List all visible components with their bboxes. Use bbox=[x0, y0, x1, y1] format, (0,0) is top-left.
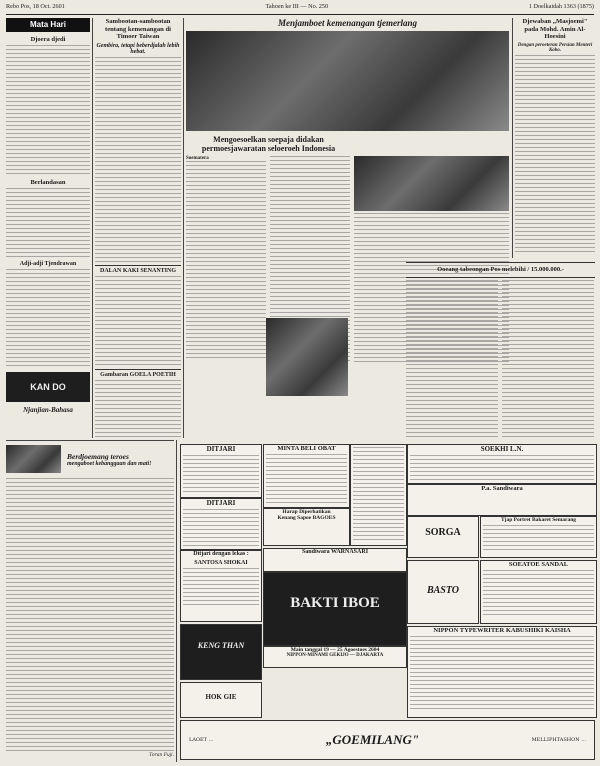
ad-warnasari bbox=[263, 548, 407, 572]
ad-text bbox=[410, 636, 594, 712]
njanjian-logo: Njanjian-Bahasa bbox=[23, 406, 73, 414]
masthead-issue: Tahoen ke III — No. 250 bbox=[265, 3, 329, 10]
article-title: Sambootan-sambootan tentang kemenangan di Timoer Taiwan bbox=[105, 18, 171, 40]
divider bbox=[176, 440, 177, 762]
ad-minta-beli-obat bbox=[263, 444, 350, 508]
column-mata-hari bbox=[6, 18, 90, 438]
ad-title: NIPPON TYPEWRITER KABUSHIKI KAISHA bbox=[433, 627, 571, 634]
article-text bbox=[95, 380, 181, 439]
article-text bbox=[502, 280, 594, 440]
divider bbox=[6, 440, 174, 441]
ad-harap bbox=[263, 508, 350, 546]
field-photo bbox=[266, 318, 348, 396]
ad-sandal bbox=[480, 560, 597, 624]
article-text bbox=[406, 280, 498, 440]
ad-text bbox=[483, 525, 594, 551]
parade-photo bbox=[186, 31, 509, 131]
ad-right: MELLIPHTASHON ... bbox=[531, 737, 586, 743]
tabungan-banner bbox=[406, 262, 595, 278]
ad-venue: NIPPON-MINAMI GEKIJO — DJAKARTA bbox=[286, 653, 384, 658]
masthead bbox=[6, 3, 594, 15]
portrait-photo bbox=[6, 445, 61, 473]
ad-title: KENG THAN bbox=[197, 641, 245, 650]
article-title: Djewaban „Masjoemi" pada Mohd. Amin Al-Hoesini bbox=[522, 18, 588, 40]
ad-soekhi bbox=[407, 444, 597, 484]
ad-text bbox=[183, 568, 259, 608]
subhead: Djoera djedi bbox=[30, 36, 66, 43]
ad-title: SOEATOE SANDAL bbox=[508, 561, 569, 568]
ad-keng-than bbox=[180, 624, 262, 680]
ad-left: LAOET ... bbox=[189, 737, 214, 743]
divider bbox=[512, 18, 513, 258]
ad-title: SOEKHI L.N. bbox=[480, 445, 524, 453]
ad-nippon-typewriter bbox=[407, 626, 597, 718]
tabungan-title: Ooeang tabeongan Pos melebihi / 15.000.000.- bbox=[437, 266, 564, 273]
feature-headline-2: Mengoesoelkan soepaja didakan permoesjawaratan seloeroeh Indonesia bbox=[201, 135, 336, 153]
feature-headline: Menjamboet kemenangan tjemerlang bbox=[277, 18, 417, 28]
ad-text bbox=[410, 455, 594, 480]
ad-bakti-iboe bbox=[263, 572, 407, 646]
subhead: Adji-adji Tjendrawan bbox=[19, 261, 77, 267]
ad-title: BAKTI IBOE bbox=[290, 595, 380, 611]
article-subtitle: Gembira, tetapi beberdjalah lebih hebat. bbox=[96, 42, 180, 55]
column-masjoemi bbox=[515, 18, 595, 258]
ad-ditjari-2 bbox=[180, 498, 262, 550]
subhead: Berlandasan bbox=[30, 179, 66, 186]
ad-title: Harap Diperhatikan bbox=[282, 509, 331, 515]
ad-text bbox=[183, 455, 259, 495]
article-text bbox=[6, 269, 90, 369]
tabungan-article bbox=[406, 280, 595, 440]
ad-title: Tjap Portret Bakaret Semarang bbox=[500, 517, 577, 523]
article-text bbox=[6, 188, 90, 258]
ad-title: P.a. Sandiwara bbox=[481, 485, 523, 492]
article-text bbox=[95, 57, 181, 262]
ad-title: Ditjari dengan lekas : bbox=[193, 551, 249, 557]
masthead-hijri: 1 Doelkaidah 1363 (1875) bbox=[528, 3, 594, 10]
subhead: DALAN KAKI SENANTING bbox=[95, 265, 181, 274]
ad-sub: Kenang Sapoe BAGOES bbox=[277, 515, 336, 521]
ad-title: „GOEMILANG" bbox=[325, 732, 420, 747]
kan-do-box: KAN DO bbox=[6, 372, 90, 402]
ad-text bbox=[266, 454, 347, 504]
article-text bbox=[186, 161, 266, 361]
ad-title: BASTO bbox=[426, 585, 460, 596]
article-subtitle: mengaboet kebanggaan dan mati! bbox=[67, 460, 152, 467]
column-sambootan bbox=[95, 18, 181, 438]
ad-text bbox=[483, 570, 594, 616]
article-text bbox=[6, 478, 174, 753]
feature-dateline: Soematera bbox=[186, 156, 209, 161]
ad-title: DITJARI bbox=[206, 445, 236, 453]
ad-title: SORGA bbox=[425, 527, 461, 538]
article-text bbox=[6, 45, 90, 175]
article-title: Berdjoemang teroes bbox=[67, 451, 129, 461]
ad-sorga bbox=[407, 516, 479, 558]
ad-text bbox=[353, 447, 404, 543]
ad-ditjari bbox=[180, 444, 262, 498]
divider bbox=[92, 18, 93, 438]
crowd-photo bbox=[354, 156, 509, 211]
ad-sandiwara bbox=[407, 484, 597, 516]
article-berdjoemang bbox=[6, 444, 174, 764]
ad-tjap-portret bbox=[480, 516, 597, 558]
article-author: Toran Fuji. bbox=[149, 753, 174, 758]
article-text bbox=[95, 276, 181, 366]
ad-ditjari-lekas bbox=[180, 550, 262, 622]
ad-text bbox=[183, 509, 259, 547]
ad-title: DITJARI bbox=[206, 499, 236, 507]
ad-hok-gie bbox=[180, 682, 262, 718]
ad-title: MINTA BELI OBAT bbox=[277, 445, 336, 452]
ad-column bbox=[350, 444, 407, 546]
ad-dates: Main tanggal 19 — 25 Agoestoes 2604 bbox=[290, 647, 380, 653]
ad-title: HOK GIE bbox=[205, 693, 237, 701]
column-header: Mata Hari bbox=[6, 18, 90, 32]
subhead: Gambaran GOELA POETIH bbox=[95, 369, 181, 378]
article-subtitle: Dengan peroeteran Persian Menteri Kobo. bbox=[517, 42, 593, 53]
ad-basto bbox=[407, 560, 479, 624]
ad-title: Sandiwara WARNASARI bbox=[301, 549, 369, 555]
divider bbox=[183, 18, 184, 438]
ad-goemilang bbox=[180, 720, 595, 760]
ad-shop: SANTOSA SHOKAI bbox=[194, 560, 248, 566]
masthead-date: Rebo Pos, 18 Oct. 2601 bbox=[6, 3, 65, 10]
article-text bbox=[515, 55, 595, 255]
ad-bakti-iboe-dates bbox=[263, 646, 407, 668]
